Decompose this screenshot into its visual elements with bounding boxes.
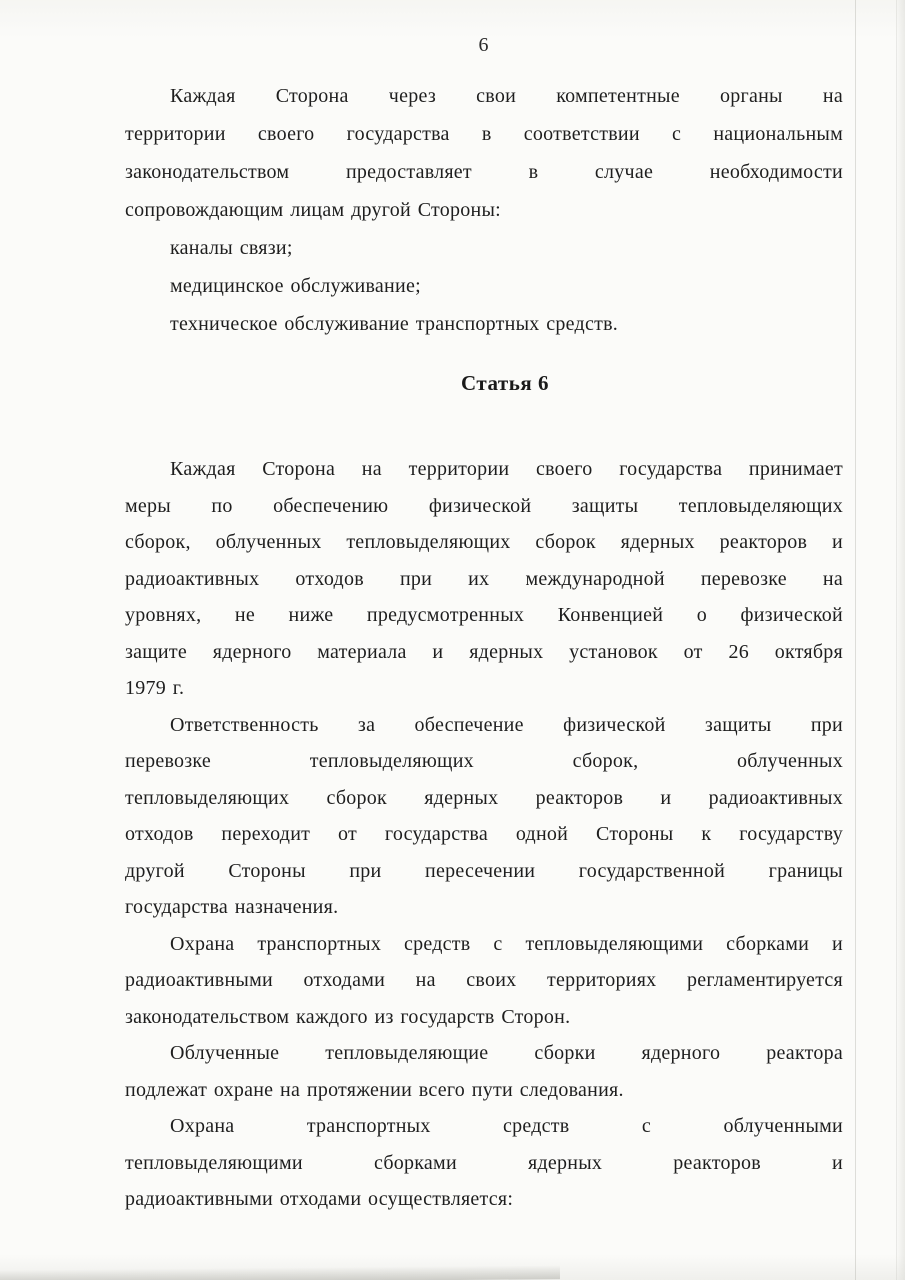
list-item: медицинское обслуживание; — [170, 275, 421, 297]
paragraph-4 — [125, 926, 843, 1036]
paragraph-line: защите ядерного материала и ядерных установок от 26 октября — [125, 640, 843, 663]
paragraph-line: Облученные тепловыделяющие сборки ядерного реактора — [170, 1042, 843, 1064]
paragraph-line: радиоактивными отходами осуществляется: — [125, 1188, 514, 1210]
page-number: 6 — [478, 34, 490, 56]
article-body — [125, 451, 843, 1218]
paragraph-6 — [125, 1108, 843, 1218]
page-edge-shade — [896, 0, 905, 1280]
paragraph-line: территории своего государства в соответствии с национальным — [125, 123, 843, 145]
paragraph-1 — [125, 77, 843, 229]
list-item: техническое обслуживание транспортных средств. — [170, 313, 619, 335]
paragraph-line: законодательством предоставляет в случае необходимости — [125, 161, 843, 183]
list-item: каналы связи; — [170, 237, 293, 259]
bottom-scan-smudge — [0, 1265, 560, 1280]
paragraph-3 — [125, 707, 843, 926]
paragraph-line: подлежат охране на протяжении всего пути следования. — [125, 1078, 624, 1101]
paragraph-line: сборок, облученных тепловыделяющих сборок ядерных реакторов и — [125, 531, 843, 553]
paragraph-line: Ответственность за обеспечение физической защиты при — [170, 713, 843, 736]
paragraph-5 — [125, 1035, 843, 1108]
paragraph-line: Каждая Сторона через свои компетентные органы на — [170, 85, 843, 107]
paragraph-line: Каждая Сторона на территории своего государства принимает — [170, 458, 843, 480]
paragraph-line: сопровождающим лицам другой Стороны: — [125, 199, 501, 221]
paragraph-2 — [125, 451, 843, 707]
paragraph-line: тепловыделяющих сборок ядерных реакторов и радиоактивных — [125, 786, 843, 809]
provision-list — [125, 229, 843, 343]
paragraph-line: другой Стороны при пересечении государственной границы — [125, 859, 843, 882]
paragraph-line: Охрана транспортных средств с облученными — [170, 1115, 843, 1137]
paragraph-line: радиоактивными отходами на своих территориях регламентируется — [125, 969, 843, 991]
article-heading: Статья 6 — [461, 371, 549, 395]
scan-line-artifact — [855, 0, 856, 1280]
paragraph-line: уровнях, не ниже предусмотренных Конвенцией о физической — [125, 604, 843, 626]
paragraph-line: 1979 г. — [125, 677, 185, 699]
paragraph-line: тепловыделяющими сборками ядерных реакторов и — [125, 1151, 843, 1174]
paragraph-line: Охрана транспортных средств с тепловыделяющими сборками и — [170, 932, 843, 955]
paragraph-line: меры по обеспечению физической защиты тепловыделяющих — [125, 494, 843, 517]
paragraph-line: законодательством каждого из государств Сторон. — [125, 1005, 571, 1028]
paragraph-line: радиоактивных отходов при их международной перевозке на — [125, 567, 843, 590]
paragraph-line: государства назначения. — [125, 896, 339, 918]
paragraph-line: отходов переходит от государства одной Стороны к государству — [125, 823, 843, 845]
paragraph-line: перевозке тепловыделяющих сборок, облученных — [125, 750, 843, 772]
